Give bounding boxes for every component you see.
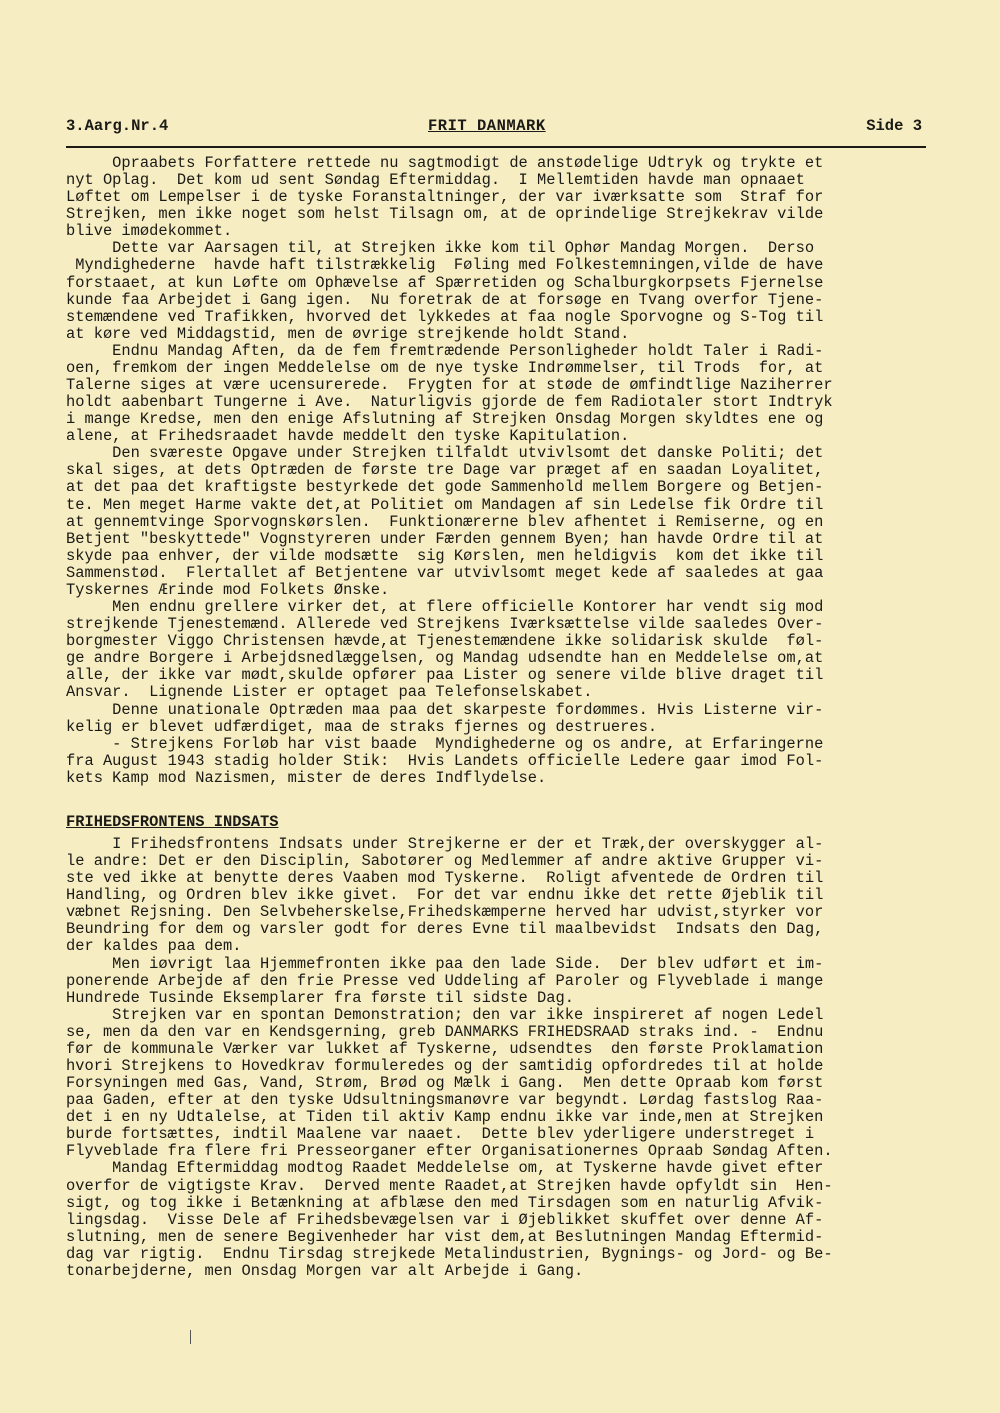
text-line: Beundring for dem og varsler godt for deres Evne til maalbevidst Indsats den Dag, [66, 920, 824, 939]
text-line: Myndighederne havde haft tilstrækkelig Føling med Folkestemningen,vilde de have [66, 256, 824, 275]
text-line: kelig er blevet udfærdiget, maa de straks fjernes og destrueres. [66, 717, 658, 736]
text-line: lingsdag. Visse Dele af Frihedsbevægelsen var i Øjeblikket skuffet over denne Af- [66, 1210, 824, 1229]
text-line: strejkende Tjenestemænd. Allerede ved Strejkens Iværksættelse vilde saaledes Over- [66, 615, 824, 634]
text-line: at køre ved Middagstid, men de øvrige strejkende holdt Stand. [66, 324, 630, 343]
text-line: burde fortsættes, indtil Maalene var naaet. Dette blev yderligere understreget i [66, 1125, 815, 1144]
text-line: Strejken, men ikke noget som helst Tilsagn om, at de oprindelige Strejkekrav vilde [66, 205, 824, 224]
text-line: holdt aabenbart Tungerne i Ave. Naturligvis gjorde de fem Radiotaler stort Indtryk [66, 393, 833, 412]
text-line: paa Gaden, efter at den tyske Udsultningsmanøvre var begyndt. Lørdag fastslog Raa- [66, 1091, 824, 1110]
text-line: det i en ny Udtalelse, at Tiden til aktiv Kamp endnu ikke var inde,men at Strejken [66, 1108, 824, 1127]
text-line: borgmester Viggo Christensen hævde,at Tjenestemændene ikke solidarisk skulde føl- [66, 632, 824, 651]
text-line: Flyveblade fra flere fri Presseorganer efter Organisationernes Opraab Søndag Aften. [66, 1142, 833, 1161]
text-line: væbnet Rejsning. Den Selvbeherskelse,Frihedskæmperne herved har udvist,styrker vor [66, 903, 824, 922]
text-line: Forsyningen med Gas, Vand, Strøm, Brød og Mælk i Gang. Men dette Opraab kom først [66, 1074, 824, 1093]
text-line: tonarbejderne, men Onsdag Morgen var alt Arbejde i Gang. [66, 1261, 584, 1280]
text-line: fra August 1943 stadig holder Stik: Hvis Landets officielle Ledere gaar imod Fol- [66, 751, 824, 770]
article-body-resistance [66, 836, 938, 1280]
text-line: kunde faa Arbejdet i Gang igen. Nu foretrak de at forsøge en Tvang overfor Tjene- [66, 290, 824, 309]
text-line: Ansvar. Lignende Lister er optaget paa Telefonselskabet. [66, 683, 593, 702]
text-line: oen, fremkom der ingen Meddelelse om de nye tyske Indrømmelser, til Trods for, at [66, 358, 824, 377]
text-line: Men endnu grellere virker det, at flere officielle Kontorer har vendt sig mod [66, 598, 824, 617]
text-line: Endnu Mandag Aften, da de fem fremtrædende Personligheder holdt Taler i Radi- [66, 341, 824, 360]
text-line: kets Kamp mod Nazismen, mister de deres Indflydelse. [66, 768, 547, 787]
text-line: blive imødekommet. [66, 222, 233, 241]
text-line: Dette var Aarsagen til, at Strejken ikke kom til Ophør Mandag Morgen. Derso [66, 239, 815, 258]
page-header [66, 117, 922, 141]
margin-mark [190, 1330, 191, 1344]
text-line: Hundrede Tusinde Eksemplarer fra første til sidste Dag. [66, 988, 574, 1007]
text-line: Opraabets Forfattere rettede nu sagtmodigt de anstødelige Udtryk og trykte et [66, 154, 824, 172]
text-line: Betjent "beskyttede" Vognstyreren under Færden gennem Byen; han havde Ordre til at [66, 529, 824, 548]
text-line: at gennemtvinge Sporvognskørslen. Funktionærerne blev afhentet i Remiserne, og en [66, 512, 824, 531]
text-line: skyde paa enhver, der vilde modsætte sig Kørslen, men heldigvis kom det ikke til [66, 546, 824, 565]
text-line: Den sværeste Opgave under Strejken tilfaldt utvivlsomt det danske Politi; det [66, 444, 824, 463]
text-line: te. Men meget Harme vakte det,at Politiet om Mandagen af sin Ledelse fik Ordre til [66, 495, 824, 514]
text-line: før de kommunale Værker var lukket af Tyskerne, udsendtes den første Proklamation [66, 1039, 824, 1058]
issue-number: 3.Aarg.Nr.4 [66, 117, 169, 135]
text-line: Talerne siges at være ucensurerede. Frygten for at støde de ømfindtlige Naziherrer [66, 376, 833, 395]
header-rule [66, 146, 926, 148]
text-line: ge andre Borgere i Arbejdsnedlæggelsen, og Mandag udsendte han en Meddelelse om,at [66, 649, 824, 668]
text-line: Strejken var en spontan Demonstration; den var ikke inspireret af nogen Ledel [66, 1005, 824, 1024]
text-line: se, men da den var en Kendsgerning, greb DANMARKS FRIHEDSRAAD straks ind. - Endnu [66, 1022, 824, 1041]
text-line: - Strejkens Forløb har vist baade Myndighederne og os andre, at Erfaringerne [66, 734, 824, 753]
text-line: I Frihedsfrontens Indsats under Strejkerne er der et Træk,der overskygger al- [66, 835, 824, 853]
text-line: Mandag Eftermiddag modtog Raadet Meddelelse om, at Tyskerne havde givet efter [66, 1159, 824, 1178]
text-line: at det paa det kraftigste bestyrkede det gode Sammenhold mellem Borgere og Betjen- [66, 478, 824, 497]
text-line: ponerende Arbejde af den frie Presse ved Uddeling af Paroler og Flyveblade i mange [66, 971, 824, 990]
text-line: overfor de vigtigste Krav. Derved mente Raadet,at Strejken havde opfyldt sin Hen- [66, 1176, 833, 1195]
section-heading: FRIHEDSFRONTENS INDSATS [66, 813, 279, 831]
article-body-strike [66, 155, 938, 787]
text-line: Sammenstød. Flertallet af Betjentene var utvivlsomt meget kede af saaledes at gaa [66, 563, 824, 582]
text-line: Handling, og Ordren blev ikke givet. For det var endnu ikke det rette Øjeblik til [66, 886, 824, 905]
text-line: forstaaet, at kun Løfte om Ophævelse af Spærretiden og Schalburgkorpsets Fjernelse [66, 273, 824, 292]
text-line: nyt Oplag. Det kom ud sent Søndag Eftermiddag. I Mellemtiden havde man opnaaet [66, 171, 805, 190]
newspaper-title: FRIT DANMARK [428, 117, 546, 135]
text-line: skal siges, at dets Optræden de første tre Dage var præget af en saadan Loyalitet, [66, 461, 824, 480]
text-line: slutning, men de senere Begivenheder har vist dem,at Beslutningen Mandag Eftermid- [66, 1227, 824, 1246]
page-number: Side 3 [866, 117, 922, 135]
text-line: alle, der ikke var mødt,skulde opfører paa Lister og senere vilde blive draget til [66, 666, 824, 685]
text-line: Løftet om Lempelser i de tyske Foranstaltninger, der var iværksatte som Straf for [66, 188, 824, 207]
text-line: dag var rigtig. Endnu Tirsdag strejkede Metalindustrien, Bygnings- og Jord- og Be- [66, 1244, 833, 1263]
text-line: sigt, og tog ikke i Betænkning at afblæse den med Tirsdagen som en naturlig Afvik- [66, 1193, 824, 1212]
text-line: hvori Strejkens to Hovedkrav formuleredes og der samtidig opfordredes til at holde [66, 1057, 824, 1076]
text-line: Men iøvrigt laa Hjemmefronten ikke paa den lade Side. Der blev udført et im- [66, 954, 824, 973]
text-line: Tyskernes Ærinde mod Folkets Ønske. [66, 580, 390, 599]
text-line: i mange Kredse, men den enige Afslutning af Strejken Onsdag Morgen skyldtes ene og [66, 410, 824, 429]
text-line: alene, at Frihedsraadet havde meddelt den tyske Kapitulation. [66, 427, 630, 446]
text-line: der kaldes paa dem. [66, 937, 242, 956]
text-line: le andre: Det er den Disciplin, Sabotører og Medlemmer af andre aktive Grupper vi- [66, 852, 824, 871]
text-line: ste ved ikke at benytte deres Vaaben mod Tyskerne. Roligt afventede de Ordren til [66, 869, 824, 888]
text-line: Denne unationale Optræden maa paa det skarpeste fordømmes. Hvis Listerne vir- [66, 700, 824, 719]
text-line: stemændene ved Trafikken, hvorved det lykkedes at faa nogle Sporvogne og S-Tog til [66, 307, 824, 326]
